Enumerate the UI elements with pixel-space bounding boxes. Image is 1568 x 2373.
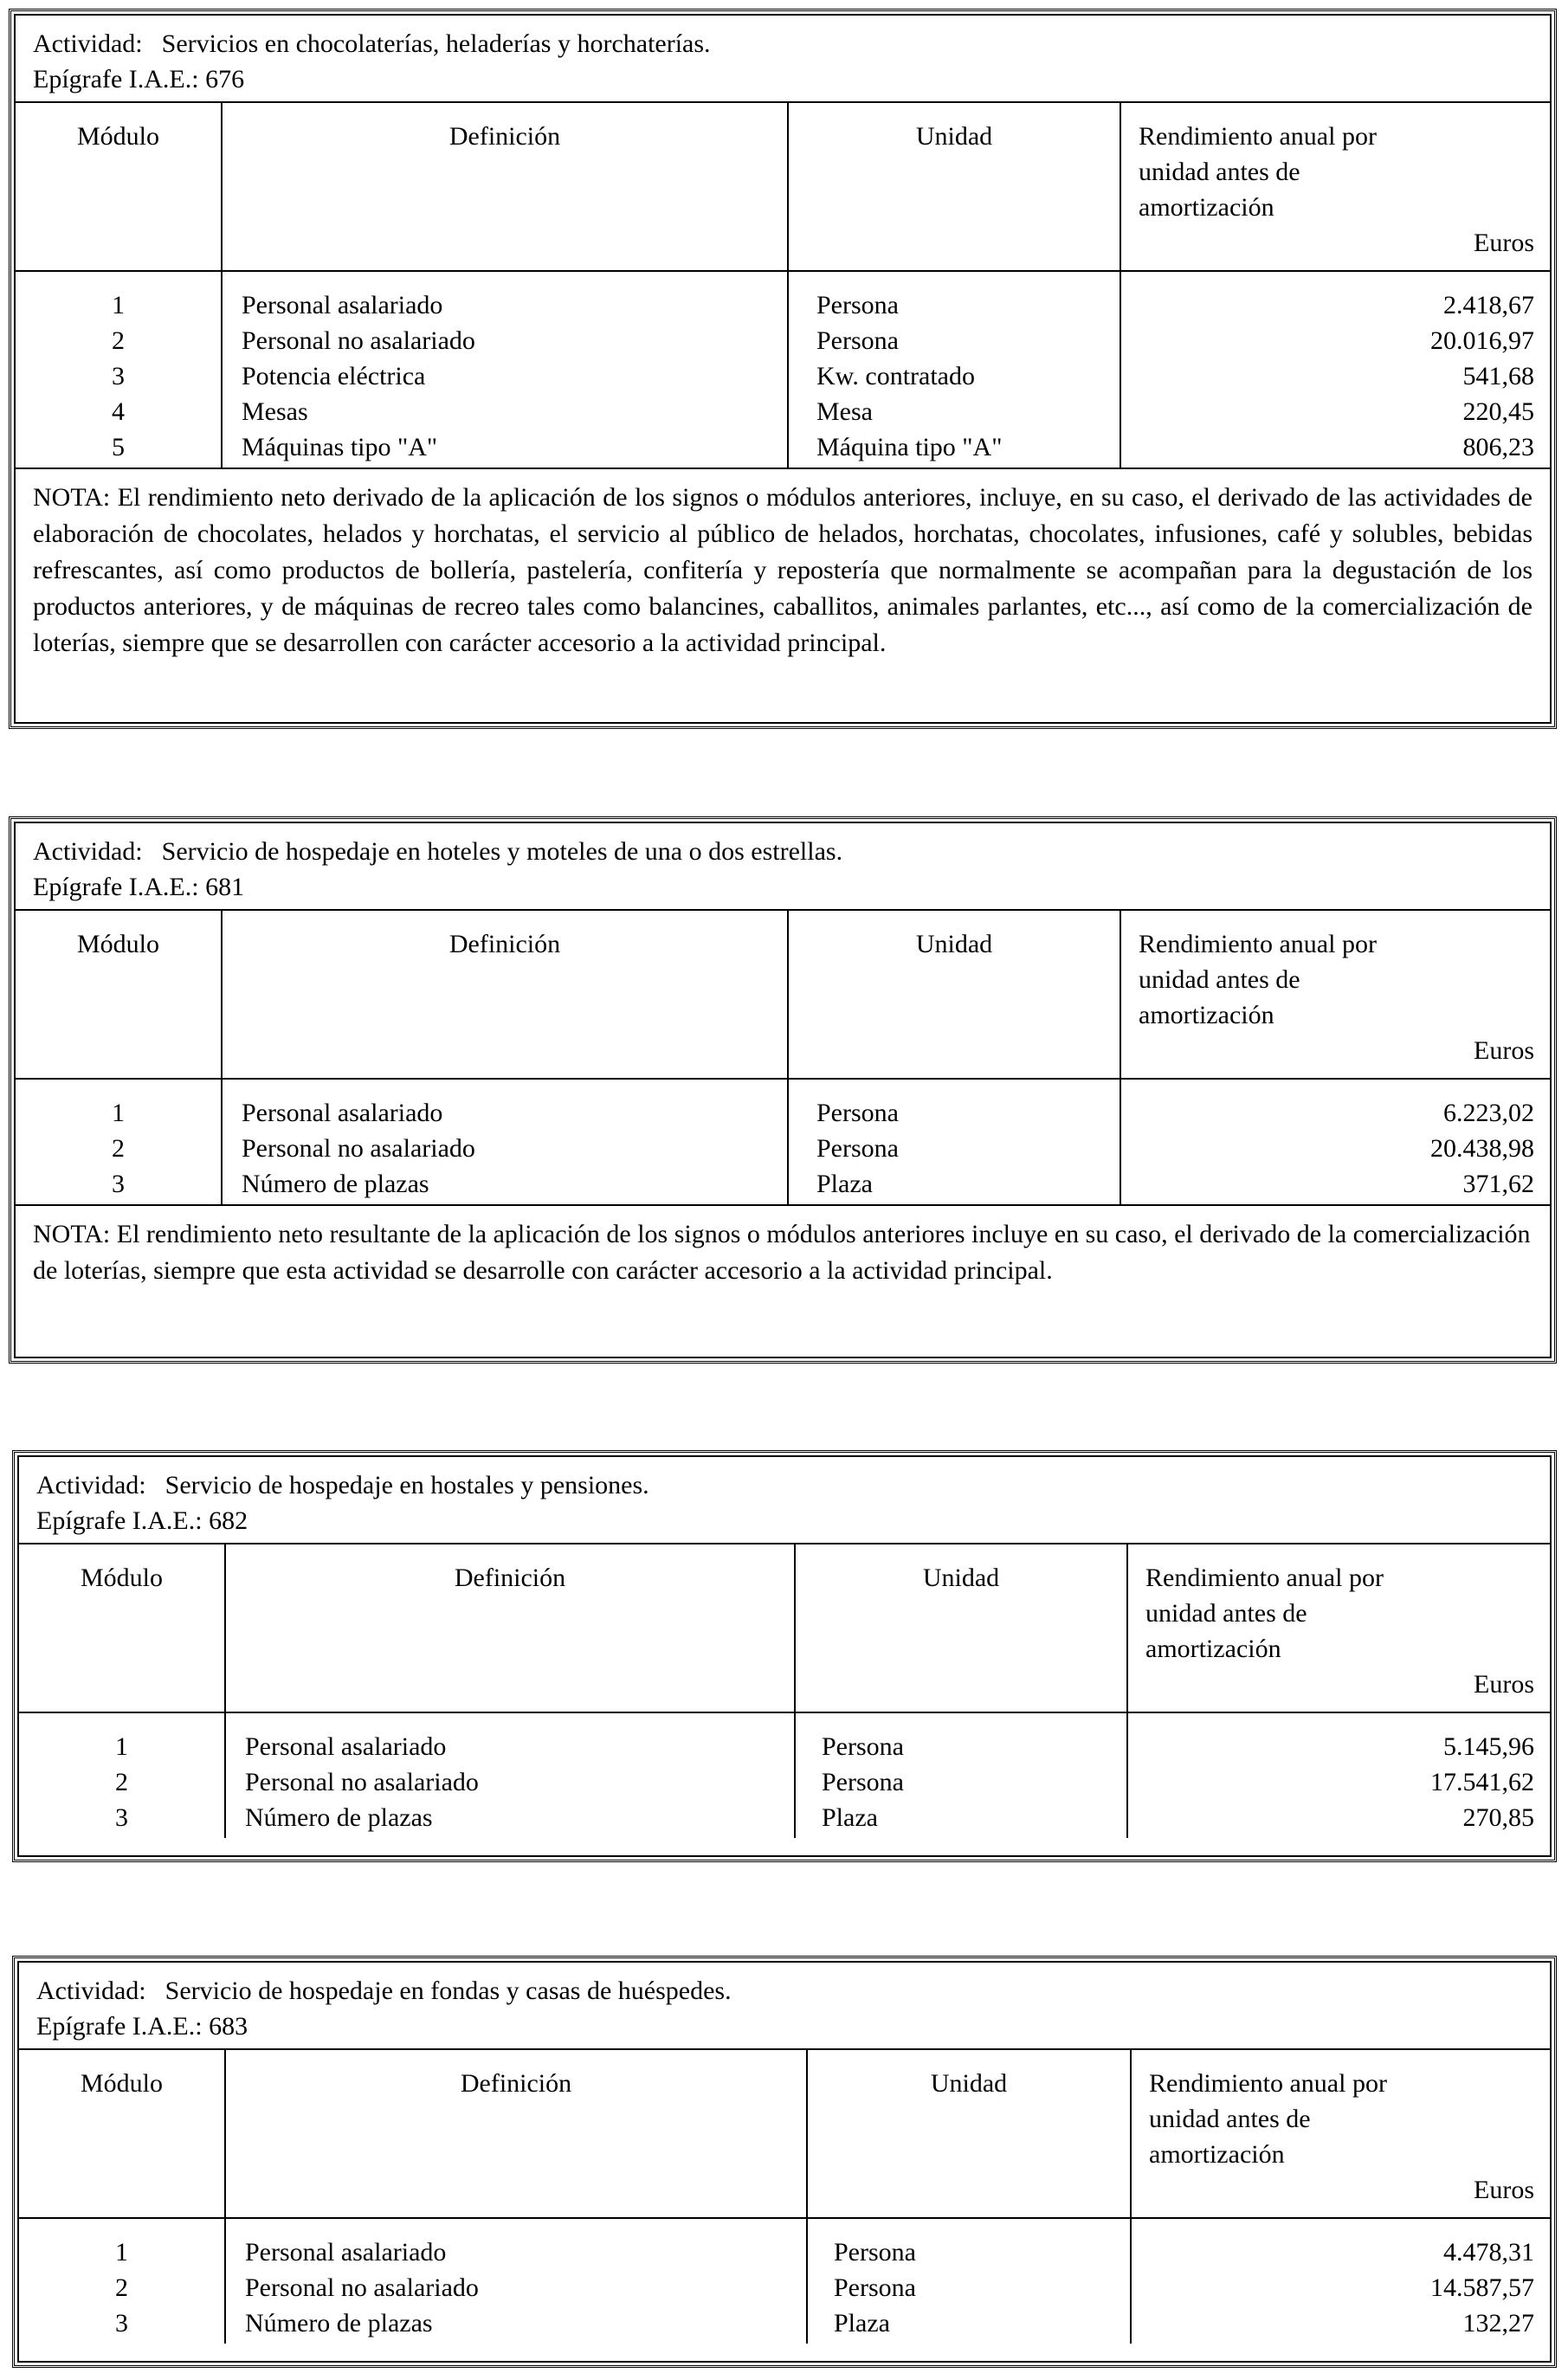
- actividad-name: Servicio de hospedaje en hoteles y moteles de una o dos estrellas.: [161, 837, 843, 866]
- col-header-modulo: Módulo: [19, 1544, 225, 1712]
- cell-unidad: Mesa: [788, 394, 1120, 429]
- modules-table: [19, 1544, 1550, 1838]
- cell-rendimiento: 14.587,57: [1430, 2273, 1534, 2302]
- table-row: [16, 271, 1550, 323]
- cell-unidad: Plaza: [795, 1800, 1127, 1838]
- table-row: [16, 429, 1550, 468]
- cell-unidad: Máquina tipo "A": [788, 429, 1120, 468]
- cell-rendimiento: 6.223,02: [1443, 1099, 1534, 1127]
- table-row: [16, 1131, 1550, 1166]
- cell-modulo: 3: [16, 358, 222, 394]
- cell-rendimiento: 541,68: [1462, 362, 1534, 390]
- cell-unidad: Persona: [807, 2270, 1131, 2305]
- col-header-definicion: Definición: [222, 103, 788, 271]
- cell-rendimiento: 17.541,62: [1430, 1768, 1534, 1796]
- euros-label: Euros: [1474, 1670, 1534, 1699]
- nota-text: NOTA: El rendimiento neto derivado de la aplicación de los signos o módulos anteriores, incluye, en su caso, el derivado de las actividades de elaboración de chocolates, helados y horchatas, el servicio al público de helados, horchatas, chocolates, infusiones, café y solubles, bebidas refrescantes, así como productos de bollería, pastelería, confitería y repostería que normalmente se acompañan para la degustación de los productos anteriores, y de máquinas de recreo tales como balancines, caballitos, animales parlantes, etc..., así como de la comercialización de loterías, siempre que se desarrollen con carácter accesorio a la actividad principal.: [16, 468, 1550, 667]
- activity-block-682: [12, 1450, 1557, 1862]
- table-row: [19, 1712, 1550, 1764]
- cell-unidad: Plaza: [788, 1166, 1120, 1204]
- cell-modulo: 2: [16, 1131, 222, 1166]
- activity-header: [16, 16, 1550, 103]
- rendimiento-label: Rendimiento anual por unidad antes de amortización: [1145, 1564, 1384, 1663]
- actividad-label: Actividad:: [33, 837, 143, 866]
- activity-block-681: [9, 816, 1557, 1364]
- epigrafe-line: [33, 869, 1533, 905]
- actividad-label: Actividad:: [36, 1471, 146, 1499]
- actividad-label: Actividad:: [36, 1976, 146, 2005]
- epigrafe-code: 681: [205, 873, 245, 901]
- cell-unidad: Persona: [807, 2218, 1131, 2270]
- table-row: [19, 2305, 1550, 2344]
- actividad-label: Actividad:: [33, 29, 143, 58]
- epigrafe-code: 683: [209, 2012, 248, 2041]
- table-row: [16, 394, 1550, 429]
- cell-unidad: Plaza: [807, 2305, 1131, 2344]
- cell-unidad: Persona: [795, 1764, 1127, 1800]
- cell-definicion: Personal asalariado: [222, 1079, 788, 1131]
- actividad-name: Servicio de hospedaje en fondas y casas de huéspedes.: [165, 1976, 732, 2005]
- cell-rendimiento: 270,85: [1462, 1803, 1534, 1832]
- col-header-unidad: Unidad: [788, 911, 1120, 1079]
- col-header-definicion: Definición: [225, 1544, 795, 1712]
- cell-definicion: Potencia eléctrica: [222, 358, 788, 394]
- cell-modulo: 2: [16, 323, 222, 358]
- cell-definicion: Personal no asalariado: [225, 2270, 807, 2305]
- cell-modulo: 2: [19, 1764, 225, 1800]
- col-header-rendimiento: [1120, 103, 1550, 271]
- epigrafe-code: 676: [205, 65, 245, 94]
- table-row: [16, 323, 1550, 358]
- cell-rendimiento: 2.418,67: [1443, 291, 1534, 319]
- col-header-modulo: Módulo: [16, 103, 222, 271]
- activity-header: [19, 1457, 1550, 1544]
- cell-rendimiento: 20.438,98: [1430, 1134, 1534, 1163]
- table-header-row: [19, 2050, 1550, 2218]
- actividad-line: [33, 834, 1533, 869]
- cell-modulo: 3: [19, 1800, 225, 1838]
- cell-modulo: 3: [16, 1166, 222, 1204]
- cell-rendimiento: 371,62: [1462, 1170, 1534, 1198]
- cell-definicion: Máquinas tipo "A": [222, 429, 788, 468]
- col-header-modulo: Módulo: [19, 2050, 225, 2218]
- cell-unidad: Persona: [788, 1131, 1120, 1166]
- activity-header: [16, 823, 1550, 911]
- actividad-name: Servicios en chocolaterías, heladerías y horchaterías.: [161, 29, 711, 58]
- table-header-row: [16, 103, 1550, 271]
- activity-header: [19, 1963, 1550, 2050]
- cell-modulo: 2: [19, 2270, 225, 2305]
- table-row: [19, 1800, 1550, 1838]
- cell-unidad: Persona: [788, 323, 1120, 358]
- activity-block-676: [9, 9, 1557, 729]
- cell-definicion: Personal no asalariado: [225, 1764, 795, 1800]
- table-row: [16, 1079, 1550, 1131]
- nota-text: NOTA: El rendimiento neto resultante de la aplicación de los signos o módulos anteriores incluye en su caso, el derivado de la comercialización de loterías, siempre que esta actividad se desarrolle con carácter accesorio a la actividad principal.: [16, 1204, 1550, 1294]
- euros-label: Euros: [1474, 229, 1534, 257]
- rendimiento-label: Rendimiento anual por unidad antes de amortización: [1149, 2069, 1387, 2169]
- table-row: [19, 2218, 1550, 2270]
- cell-modulo: 1: [19, 1712, 225, 1764]
- col-header-rendimiento: [1131, 2050, 1550, 2218]
- rendimiento-label: Rendimiento anual por unidad antes de amortización: [1139, 930, 1377, 1029]
- col-header-definicion: Definición: [222, 911, 788, 1079]
- cell-definicion: Personal asalariado: [222, 271, 788, 323]
- cell-unidad: Persona: [788, 1079, 1120, 1131]
- cell-rendimiento: 132,27: [1462, 2309, 1534, 2338]
- cell-definicion: Personal asalariado: [225, 1712, 795, 1764]
- col-header-definicion: Definición: [225, 2050, 807, 2218]
- cell-modulo: 4: [16, 394, 222, 429]
- col-header-unidad: Unidad: [788, 103, 1120, 271]
- cell-rendimiento: 5.145,96: [1443, 1732, 1534, 1761]
- cell-unidad: Kw. contratado: [788, 358, 1120, 394]
- epigrafe-line: [36, 2009, 1533, 2044]
- col-header-modulo: Módulo: [16, 911, 222, 1079]
- table-header-row: [16, 911, 1550, 1079]
- epigrafe-label: Epígrafe I.A.E.:: [33, 65, 199, 94]
- cell-definicion: Número de plazas: [225, 1800, 795, 1838]
- cell-modulo: 1: [16, 271, 222, 323]
- table-row: [19, 2270, 1550, 2305]
- euros-label: Euros: [1474, 2176, 1534, 2204]
- cell-modulo: 5: [16, 429, 222, 468]
- cell-unidad: Persona: [788, 271, 1120, 323]
- cell-rendimiento: 806,23: [1462, 433, 1534, 461]
- table-header-row: [19, 1544, 1550, 1712]
- col-header-rendimiento: [1127, 1544, 1550, 1712]
- rendimiento-label: Rendimiento anual por unidad antes de amortización: [1139, 122, 1377, 222]
- epigrafe-label: Epígrafe I.A.E.:: [36, 2012, 203, 2041]
- cell-rendimiento: 4.478,31: [1443, 2238, 1534, 2267]
- cell-rendimiento: 220,45: [1462, 397, 1534, 426]
- cell-rendimiento: 20.016,97: [1430, 326, 1534, 355]
- cell-definicion: Mesas: [222, 394, 788, 429]
- epigrafe-line: [33, 61, 1533, 97]
- modules-table: [16, 103, 1550, 468]
- cell-unidad: Persona: [795, 1712, 1127, 1764]
- table-row: [16, 1166, 1550, 1204]
- cell-modulo: 3: [19, 2305, 225, 2344]
- col-header-rendimiento: [1120, 911, 1550, 1079]
- actividad-line: [33, 26, 1533, 61]
- epigrafe-label: Epígrafe I.A.E.:: [36, 1506, 203, 1535]
- epigrafe-line: [36, 1503, 1533, 1538]
- actividad-name: Servicio de hospedaje en hostales y pensiones.: [165, 1471, 649, 1499]
- modules-table: [16, 911, 1550, 1204]
- cell-modulo: 1: [19, 2218, 225, 2270]
- cell-definicion: Personal no asalariado: [222, 323, 788, 358]
- euros-label: Euros: [1474, 1036, 1534, 1065]
- table-row: [19, 1764, 1550, 1800]
- actividad-line: [36, 1467, 1533, 1503]
- cell-definicion: Número de plazas: [222, 1166, 788, 1204]
- activity-block-683: [12, 1956, 1557, 2368]
- cell-definicion: Número de plazas: [225, 2305, 807, 2344]
- col-header-unidad: Unidad: [795, 1544, 1127, 1712]
- col-header-unidad: Unidad: [807, 2050, 1131, 2218]
- epigrafe-label: Epígrafe I.A.E.:: [33, 873, 199, 901]
- cell-definicion: Personal asalariado: [225, 2218, 807, 2270]
- cell-definicion: Personal no asalariado: [222, 1131, 788, 1166]
- actividad-line: [36, 1973, 1533, 2009]
- modules-table: [19, 2050, 1550, 2344]
- epigrafe-code: 682: [209, 1506, 248, 1535]
- table-row: [16, 358, 1550, 394]
- cell-modulo: 1: [16, 1079, 222, 1131]
